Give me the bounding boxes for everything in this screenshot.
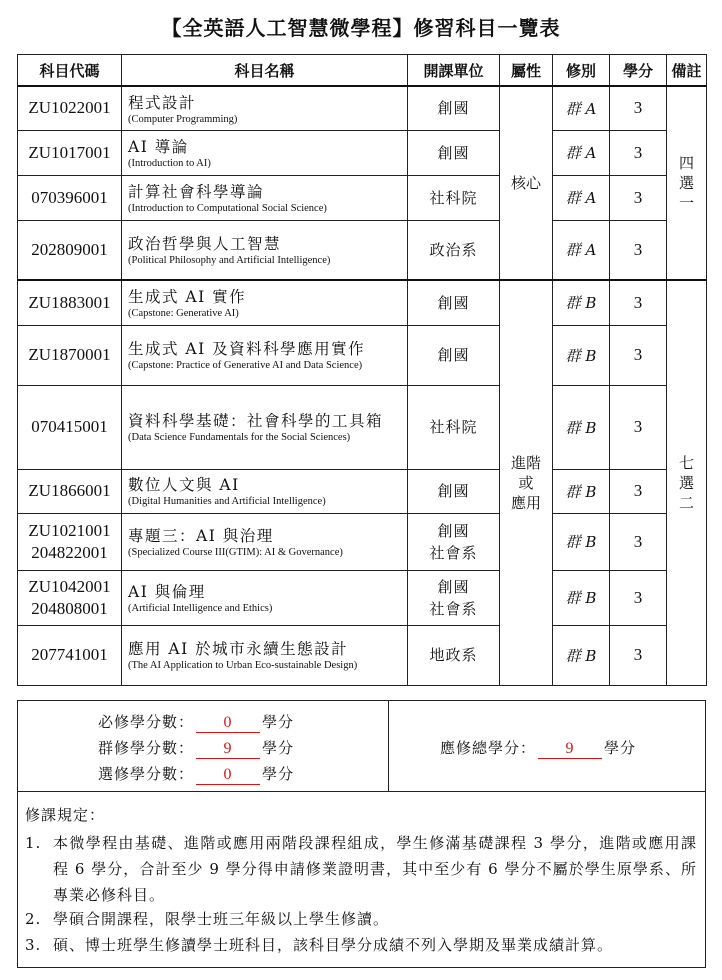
attribute-char: 進階	[510, 453, 541, 472]
total-credits-value: 9	[538, 740, 602, 759]
course-name-en: (Political Philosophy and Artificial Intelligence)	[128, 255, 331, 266]
course-name-en: (The AI Application to Urban Eco-sustainable Design)	[128, 660, 358, 672]
credits-unit: 學分	[262, 713, 295, 731]
course-credit: 3	[610, 325, 667, 385]
course-name-zh: 生成式 AI 實作	[128, 288, 247, 306]
course-name	[122, 130, 408, 175]
header-name: 科目名稱	[122, 55, 408, 87]
header-attribute: 屬性	[500, 55, 553, 87]
elective-credits-label: 選修學分數：	[98, 765, 195, 783]
course-name-en: (Capstone: Practice of Generative AI and Data Science)	[128, 360, 363, 372]
course-credit: 3	[610, 513, 667, 570]
note-char: 一	[678, 194, 694, 212]
course-name-en: (Artificial Intelligence and Ethics)	[128, 602, 273, 614]
group-credits-label: 群修學分數：	[98, 739, 195, 757]
rule-text: 本微學程由基礎、進階或應用兩階段課程組成，學生修滿基礎課程 3 學分，進階或應用課程 6 學分，合計至少 9 學分得申請修業證明書，其中至少有 6 學分不屬於學生原學系、所專業必修科目。	[53, 834, 697, 904]
rule-item	[25, 932, 697, 958]
course-name	[122, 570, 408, 625]
course-group: 群 B	[553, 469, 610, 513]
course-name-zh: 應用 AI 於城市永續生態設計	[128, 640, 349, 659]
course-unit-secondary: 社會系	[429, 543, 478, 562]
course-group: 群 B	[553, 385, 610, 469]
note-char: 四	[678, 154, 694, 172]
course-code: 070396001	[18, 175, 122, 220]
credit-summary	[17, 700, 706, 792]
credits-unit: 學分	[604, 739, 637, 757]
table-row	[18, 175, 707, 220]
header-code: 科目代碼	[18, 55, 122, 87]
course-name-zh: 生成式 AI 及資料科學應用實作	[128, 340, 366, 359]
course-name-en: (Digital Humanities and Artificial Intelligence)	[128, 496, 326, 508]
course-credit: 3	[610, 280, 667, 325]
course-code: 207741001	[18, 625, 122, 685]
credit-divider	[388, 701, 389, 791]
table-row	[18, 570, 707, 625]
credits-unit: 學分	[262, 739, 295, 757]
header-type: 修別	[553, 55, 610, 87]
course-unit: 地政系	[408, 625, 500, 685]
course-code: ZU1870001	[18, 325, 122, 385]
rule-number: 3.	[25, 936, 42, 954]
header-unit: 開課單位	[408, 55, 500, 87]
attribute-char: 或	[518, 473, 534, 492]
rule-item	[25, 906, 697, 932]
course-unit: 社科院	[408, 385, 500, 469]
course-group: 群 B	[553, 513, 610, 570]
course-unit: 社科院	[408, 175, 500, 220]
table-row	[18, 469, 707, 513]
course-unit-primary: 創國	[437, 521, 470, 540]
course-name	[122, 469, 408, 513]
total-credits-line	[440, 737, 636, 759]
course-code: ZU1022001	[18, 86, 122, 130]
course-name	[122, 280, 408, 325]
course-code-secondary: 204822001	[31, 542, 108, 562]
rule-number: 2.	[25, 910, 42, 928]
course-code: ZU1883001	[18, 280, 122, 325]
table-row	[18, 220, 707, 280]
course-name	[122, 625, 408, 685]
note-seven-choose-two	[667, 280, 707, 685]
course-group: 群 B	[553, 280, 610, 325]
course-unit: 政治系	[408, 220, 500, 280]
group-credits-line	[98, 737, 294, 759]
credits-unit: 學分	[262, 765, 295, 783]
course-rules	[17, 791, 706, 968]
course-code-primary: ZU1021001	[28, 520, 111, 540]
header-credit: 學分	[610, 55, 667, 87]
table-row	[18, 513, 707, 570]
table-row	[18, 385, 707, 469]
note-char: 選	[678, 473, 694, 492]
course-table	[17, 54, 707, 686]
course-name	[122, 220, 408, 280]
course-name-zh: 計算社會科學導論	[128, 182, 265, 201]
course-name-en: (Data Science Fundamentals for the Social Sciences)	[128, 432, 351, 444]
course-code: ZU1017001	[18, 130, 122, 175]
elective-credits-value: 0	[196, 766, 260, 785]
course-unit	[408, 570, 500, 625]
table-header-row	[18, 55, 707, 87]
course-code: 202809001	[18, 220, 122, 280]
note-char: 選	[678, 174, 694, 192]
total-credits-label: 應修總學分：	[440, 739, 537, 757]
course-unit-secondary: 社會系	[429, 599, 478, 618]
required-credits-label: 必修學分數：	[98, 713, 195, 731]
course-name-zh: 專題三：AI 與治理	[128, 526, 274, 545]
course-group: 群 A	[553, 175, 610, 220]
course-name-zh: AI 導論	[128, 137, 189, 156]
course-group: 群 B	[553, 325, 610, 385]
course-name-zh: 數位人文與 AI	[128, 476, 240, 495]
note-four-choose-one	[667, 86, 707, 280]
header-note: 備註	[667, 55, 707, 87]
rules-title: 修課規定：	[25, 806, 106, 824]
course-code-primary: ZU1042001	[28, 576, 111, 596]
course-unit: 創國	[408, 469, 500, 513]
rule-text: 碩、博士班學生修讀學士班科目，該科目學分成績不列入學期及畢業成績計算。	[53, 936, 614, 954]
course-credit: 3	[610, 130, 667, 175]
attribute-char: 應用	[510, 493, 541, 512]
table-row	[18, 325, 707, 385]
course-name-en: (Specialized Course III(GTIM): AI & Governance)	[128, 546, 343, 558]
rule-item	[25, 830, 697, 908]
course-credit: 3	[610, 469, 667, 513]
required-credits-value: 0	[196, 714, 260, 733]
course-credit: 3	[610, 220, 667, 280]
rule-number: 1.	[25, 834, 42, 852]
course-name-zh: 政治哲學與人工智慧	[128, 235, 282, 253]
course-group: 群 B	[553, 625, 610, 685]
course-code	[18, 513, 122, 570]
course-name-en: (Capstone: Generative AI)	[128, 308, 239, 319]
course-code-secondary: 204808001	[31, 598, 108, 618]
course-name-en: (Computer Programming)	[128, 113, 238, 125]
rule-text: 學碩合開課程，限學士班三年級以上學生修讀。	[53, 910, 390, 928]
course-name-zh: AI 與倫理	[128, 582, 206, 601]
course-credit: 3	[610, 625, 667, 685]
note-char: 二	[678, 493, 694, 512]
course-code: 070415001	[18, 385, 122, 469]
course-credit: 3	[610, 175, 667, 220]
course-name-zh: 程式設計	[128, 93, 197, 112]
course-name	[122, 325, 408, 385]
table-row	[18, 280, 707, 325]
course-group: 群 A	[553, 130, 610, 175]
course-group: 群 B	[553, 570, 610, 625]
course-group: 群 A	[553, 86, 610, 130]
course-name	[122, 86, 408, 130]
table-row	[18, 130, 707, 175]
course-credit: 3	[610, 385, 667, 469]
course-unit: 創國	[408, 130, 500, 175]
course-unit-primary: 創國	[437, 577, 470, 596]
course-name	[122, 513, 408, 570]
course-group: 群 A	[553, 220, 610, 280]
course-name	[122, 175, 408, 220]
course-credit: 3	[610, 86, 667, 130]
course-unit: 創國	[408, 86, 500, 130]
note-char: 七	[678, 453, 694, 472]
table-row	[18, 86, 707, 130]
required-credits-line	[98, 711, 294, 733]
course-credit: 3	[610, 570, 667, 625]
page-title: 【全英語人工智慧微學程】修習科目一覽表	[161, 16, 561, 40]
course-name-en: (Introduction to Computational Social Science)	[128, 202, 327, 214]
course-name-zh: 資料科學基礎：社會科學的工具箱	[128, 412, 384, 431]
attribute-core: 核心	[500, 86, 553, 280]
course-unit	[408, 513, 500, 570]
group-credits-value: 9	[196, 740, 260, 759]
course-unit: 創國	[408, 280, 500, 325]
elective-credits-line	[98, 763, 294, 785]
course-name	[122, 385, 408, 469]
course-name-en: (Introduction to AI)	[128, 157, 211, 169]
course-unit: 創國	[408, 325, 500, 385]
course-code	[18, 570, 122, 625]
attribute-advanced-or-applied	[500, 280, 553, 685]
course-code: ZU1866001	[18, 469, 122, 513]
table-row	[18, 625, 707, 685]
